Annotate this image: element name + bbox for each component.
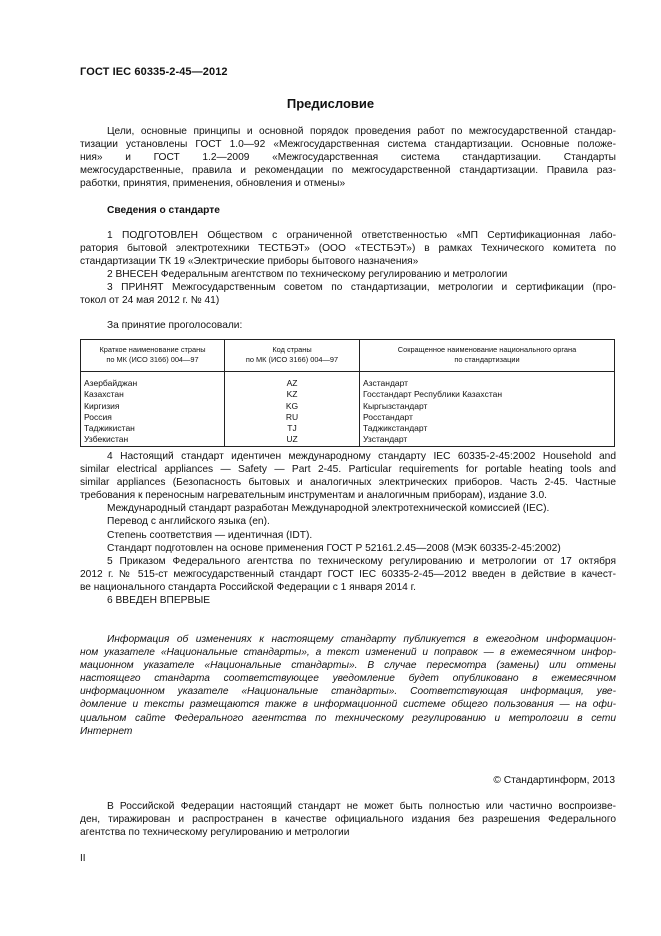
page-title: Предисловие xyxy=(286,96,375,111)
text-line: 3 ПРИНЯТ Межгосударственным советом по стандартизации, метрологии и сертификации (про- xyxy=(107,282,616,294)
body-cell: Таджикстандарт xyxy=(360,423,615,434)
table-row xyxy=(81,401,615,412)
country-cell: Казахстан xyxy=(81,389,225,400)
page-number: II xyxy=(80,853,86,864)
column-header-code: Код страны по МК (ИСО 3166) 004—97 xyxy=(225,340,360,372)
voting-table xyxy=(80,339,615,447)
text-line: 4 Настоящий стандарт идентичен международному стандарту IEC 60335-2-45:2002 Household and xyxy=(107,451,616,462)
document-code-header: ГОСТ IEC 60335-2-45—2012 xyxy=(80,66,228,78)
country-cell: Киргизия xyxy=(81,401,225,412)
table-row xyxy=(81,372,615,390)
text-line: информационном указателе «Национальные стандарты». Соответствующая информация, уве- xyxy=(80,686,616,698)
text-line: Международный стандарт разработан Международной электротехнической комиссией (IEC). xyxy=(107,503,550,515)
text-line: ратория бытовой электротехники ТЕСТБЭТ» (ООО «ТЕСТБЭТ») в рамках Технического комитета по xyxy=(80,243,616,255)
text-line: межгосударственные, правила и рекомендации по межгосударственной стандартизации. Правила раз- xyxy=(80,165,616,177)
text-line: тизации установлены ГОСТ 1.0—92 «Межгосударственная система стандартизации. Основные положе- xyxy=(80,139,616,151)
body-cell: Азстандарт xyxy=(360,372,615,390)
item-1-prepared xyxy=(80,229,616,308)
body-cell: Кыргызстандарт xyxy=(360,401,615,412)
country-cell: Азербайджан xyxy=(81,372,225,390)
text-line: Цели, основные принципы и основной порядок проведения работ по межгосударственной стандар- xyxy=(107,126,616,137)
item-2-submitted: 2 ВНЕСЕН Федеральным агентством по техническому регулированию и метрологии xyxy=(107,269,508,281)
text-line: similar electrical appliances — Safety — Part 2-45. Particular requirements for portable heating tools and xyxy=(80,464,616,476)
text-line: стандартизации ТК 19 «Электрические приборы бытового назначения» xyxy=(80,256,419,268)
text-line: мационном указателе «Национальные стандарты». В случае пересмотра (замены) или отмены xyxy=(80,660,616,672)
text-line: домление и тексты размещаются также в информационной системе общего пользования — на офи- xyxy=(80,699,616,711)
item-5-decree: 5 Приказом Федерального агентства по техническому регулированию и метрологии от 17 октября xyxy=(107,555,616,567)
country-cell: Россия xyxy=(81,412,225,423)
text-line: Перевод с английского языка (en). xyxy=(107,516,270,528)
reproduction-rights-paragraph xyxy=(80,800,616,839)
text-line: Стандарт подготовлен на основе применения ГОСТ Р 52161.2.45—2008 (МЭК 60335-2-45:2002) xyxy=(107,542,561,554)
body-cell: Узстандарт xyxy=(360,434,615,446)
copyright-notice: © Стандартинформ, 2013 xyxy=(493,775,615,786)
voted-label: За принятие проголосовали: xyxy=(107,320,243,331)
table-row xyxy=(81,434,615,446)
text-line: similar appliances (Безопасность бытовых и аналогичных электрических приборов. Часть 2-45. Частные xyxy=(80,477,616,489)
text-line: ния» и ГОСТ 1.2—2009 «Межгосударственная система стандартизации. Стандарты xyxy=(80,152,616,164)
text-line: ве национального стандарта Российской Федерации с 1 января 2014 г. xyxy=(80,581,416,593)
about-standard-heading: Сведения о стандарте xyxy=(107,205,220,216)
body-cell: Росстандарт xyxy=(360,412,615,423)
country-cell: Таджикистан xyxy=(81,423,225,434)
code-cell: UZ xyxy=(225,434,360,446)
intro-paragraph xyxy=(80,125,616,190)
changes-info-paragraph xyxy=(80,633,616,738)
text-line: требования к переносным нагревательным инструментам и аналогичным приборам), издание 3.0. xyxy=(80,490,547,502)
code-cell: TJ xyxy=(225,423,360,434)
text-line: циальном сайте Федерального агентства по техническому регулированию и метрологии в сети xyxy=(80,712,616,724)
text-line: 1 ПОДГОТОВЛЕН Обществом с ограниченной ответственностью «МП Сертификационная лабо- xyxy=(107,230,616,241)
column-header-country: Краткое наименование страны по МК (ИСО 3166) 004—97 xyxy=(81,340,225,372)
code-cell: KG xyxy=(225,401,360,412)
text-line: Степень соответствия — идентичная (IDT). xyxy=(107,529,313,541)
text-line: Информация об изменениях к настоящему стандарту публикуется в ежегодном информацион- xyxy=(107,634,616,645)
table-row xyxy=(81,423,615,434)
text-line: работки, принятия, применения, обновления и отмены» xyxy=(80,178,346,190)
country-cell: Узбекистан xyxy=(81,434,225,446)
code-cell: AZ xyxy=(225,372,360,390)
table-header-row xyxy=(81,340,615,372)
text-line: агентства по техническому регулированию и метрологии xyxy=(80,827,350,839)
text-line: ден, тиражирован и распространен в качестве официального издания без разрешения Федерального xyxy=(80,814,616,826)
table-row xyxy=(81,412,615,423)
body-cell: Госстандарт Республики Казахстан xyxy=(360,389,615,400)
item-6-introduced: 6 ВВЕДЕН ВПЕРВЫЕ xyxy=(107,595,211,607)
text-line: Интернет xyxy=(80,725,133,737)
text-line: токол от 24 мая 2012 г. № 41) xyxy=(80,295,220,307)
text-line: В Российской Федерации настоящий стандарт не может быть полностью или частично воспроизве- xyxy=(107,801,616,812)
text-line: 2012 г. № 515-ст межгосударственный стандарт ГОСТ IEC 60335-2-45—2012 введен в действие в качест- xyxy=(80,568,616,580)
code-cell: RU xyxy=(225,412,360,423)
table-row xyxy=(81,389,615,400)
code-cell: KZ xyxy=(225,389,360,400)
item-4-identical xyxy=(80,450,616,607)
column-header-body: Сокращенное наименование национального органа по стандартизации xyxy=(360,340,615,372)
text-line: настоящего стандарта соответствующее уведомление будет опубликовано в ежемесячном xyxy=(80,673,616,685)
text-line: ном указателе «Национальные стандарты», а текст изменений и поправок — в ежемесячном инфор- xyxy=(80,647,616,659)
